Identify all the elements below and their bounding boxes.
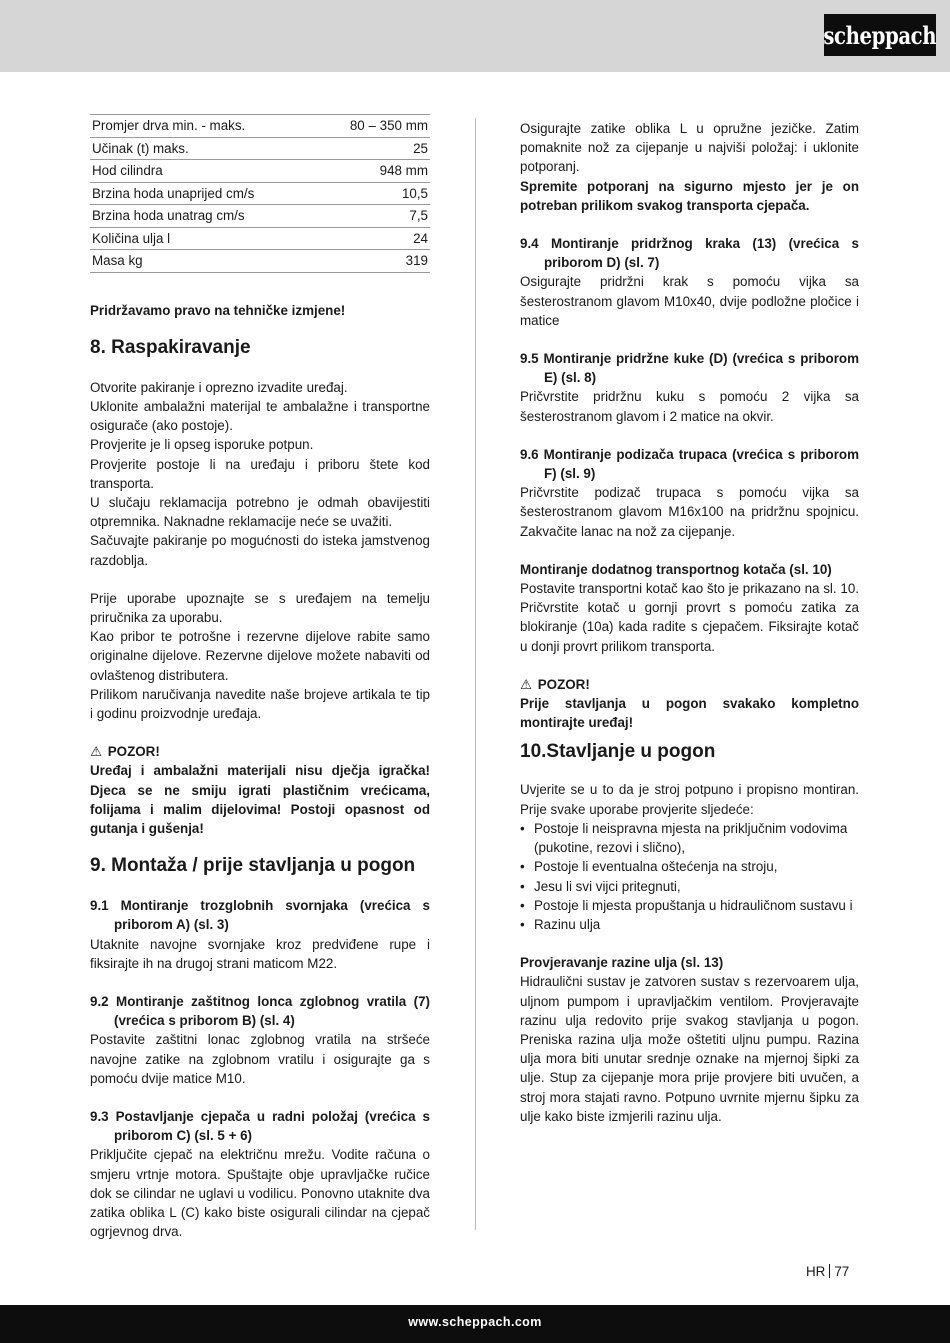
language-code: HR	[806, 1264, 826, 1279]
spec-value: 10,5	[318, 182, 430, 205]
warning-heading	[90, 742, 430, 761]
s91-title: 9.1 Montiranje trozglobnih svornjaka (vrećica s priborom A) (sl. 3)	[90, 898, 430, 933]
spec-label: Brzina hoda unaprijed cm/s	[90, 182, 318, 205]
scheppach-logo	[824, 14, 936, 56]
s91-text: Utaknite navojne svornjake kroz predviđene rupe i fiksirajte ih na drugoj strani maticom M22.	[90, 936, 430, 971]
s96-text: Pričvrstite podizač trupaca s pomoću vijka sa šesterostranom glavom M16x100 na pridržnu spojnicu. Zakvačite lanac na nož za cijepanje.	[520, 485, 859, 539]
list-item: • Razinu ulja	[520, 915, 859, 934]
table-row	[90, 205, 430, 228]
table-row	[90, 115, 430, 138]
table-row	[90, 227, 430, 250]
s8-p1: Otvorite pakiranje i oprezno izvadite uređaj.	[90, 379, 348, 395]
warning-heading-right	[520, 675, 859, 694]
spec-value: 948 mm	[318, 160, 430, 183]
s8-p5: U slučaju reklamacija potrebno je odmah obavijestiti otpremnika. Naknadne reklamacije neće se uvažiti.	[90, 494, 430, 530]
warning-text-right: Prije stavljanja u pogon svakako kompletno montirajte uređaj!	[520, 696, 859, 731]
warning-icon: ⚠	[90, 744, 103, 760]
section-10-label: Stavljanje u pogon	[546, 741, 716, 763]
s8-p7: Prije uporabe upoznajte se s uređajem na temelju priručnika za uporabu.	[90, 590, 430, 625]
s92-text: Postavite zaštitni lonac zglobnog vratila na stršeće navojne zatike na zglobnom vratilu i osigurajte ga s pomoću dvije matice M10.	[90, 1032, 430, 1086]
check-list	[520, 819, 859, 934]
page-num: 77	[834, 1264, 850, 1279]
oil-title: Provjeravanje razine ulja (sl. 13)	[520, 955, 724, 971]
warning-label: POZOR!	[537, 676, 590, 692]
table-row	[90, 160, 430, 183]
wheel-text: Postavite transportni kotač kao što je prikazano na sl. 10. Pričvrstite kotač u gornji provrt s pomoću zatika za blokiranje (10a) kada radite s cjepačem. Fiksirajte kotač u donji provrt prilikom transporta.	[520, 581, 859, 654]
right-column	[520, 119, 859, 1126]
s8-p3: Provjerite je li opseg isporuke potpun.	[90, 437, 314, 453]
s8-p6: Sačuvajte pakiranje po mogućnosti do isteka jamstvenog razdoblja.	[90, 533, 430, 568]
specs-table	[90, 114, 430, 273]
section-9-title: 9. Montaža / prije stavljanja u pogon	[90, 855, 416, 877]
oil-text: Hidraulični sustav je zatvoren sustav s rezervoarem ulja, uljnom pumpom i upravljačkim ventilom. Provjeravajte razinu ulja redovito prije svakog stavljanja u pogon. Preniska razina ulja može oštetiti uljnu pumpu. Razina ulja mora biti unutar srednje oznake na mjernoj šipki za ulje. Stup za cijepanje mora prije provjere biti uvučen, a stroj mora stajati ravno. Potpuno uvrnite mjernu šipku za ulje kako biste izmjerili razinu ulja.	[520, 974, 859, 1124]
spec-label: Hod cilindra	[90, 160, 318, 183]
spec-label: Brzina hoda unatrag cm/s	[90, 205, 318, 228]
section-10-title	[520, 740, 859, 764]
wheel-title: Montiranje dodatnog transportnog kotača (sl. 10)	[520, 561, 832, 577]
s93-title: 9.3 Postavljanje cjepača u radni položaj (vrećica s priborom C) (sl. 5 + 6)	[90, 1109, 430, 1144]
section-10-number: 10.	[520, 741, 547, 763]
s92-title: 9.2 Montiranje zaštitnog lonca zglobnog vratila (7) (vrećica s priborom B) (sl. 4)	[90, 993, 430, 1029]
page-number	[806, 1264, 849, 1279]
left-column	[90, 114, 430, 1241]
spec-value: 7,5	[318, 205, 430, 228]
header-bar	[0, 0, 950, 72]
section-8-title: 8. Raspakiravanje	[90, 336, 251, 358]
s8-p2: Uklonite ambalažni materijal te ambalažne i transportne osigurače (ako postoje).	[90, 398, 430, 434]
s8-p4: Provjerite postoje li na uređaju i priboru štete kod transporta.	[90, 456, 430, 491]
warning-label: POZOR!	[107, 744, 160, 760]
spec-value: 319	[318, 250, 430, 273]
column-divider	[475, 118, 476, 1230]
spec-label: Masa kg	[90, 250, 318, 273]
footer-bar	[0, 1305, 950, 1343]
s94-title: 9.4 Montiranje pridržnog kraka (13) (vrećica s priborom D) (sl. 7)	[520, 236, 859, 271]
warning-icon: ⚠	[520, 676, 533, 692]
s10-intro: Uvjerite se u to da je stroj potpuno i propisno montiran. Prije svake uporabe provjerite sljedeće:	[520, 782, 859, 817]
s8-p9: Prilikom naručivanja navedite naše brojeve artikala te tip i godinu proizvodnje uređaja.	[90, 686, 430, 721]
list-item: • Postoje li mjesta propuštanja u hidrauličnom sustavu i	[520, 896, 859, 915]
s8-p8: Kao pribor te potrošne i rezervne dijelove rabite samo originalne dijelove. Rezervne dijelove možete nabaviti od ovlaštenog distributera.	[90, 629, 430, 683]
table-row	[90, 250, 430, 273]
s94-text: Osigurajte pridržni krak s pomoću vijka sa šesterostranom glavom M10x40, dvije podložne pločice i matice	[520, 274, 859, 328]
s93-cont: Osigurajte zatike oblika L u opružne jezičke. Zatim pomaknite nož za cijepanje u najviši položaj: i uklonite potporanj.	[520, 121, 859, 175]
s96-title: 9.6 Montiranje podizača trupaca (vrećica s priborom F) (sl. 9)	[520, 446, 859, 482]
page-divider	[829, 1264, 830, 1278]
s93-text: Priključite cjepač na električnu mrežu. Vodite računa o smjeru vrtnje motora. Spuštajte obje upravljačke ručice dok se cilindar ne uglavi u vodilicu. Ponovno utaknite dva zatika oblika L (C) kako biste osigurali cilindar na cjepač ogrjevnog drva.	[90, 1147, 430, 1240]
warning-text: Uređaj i ambalažni materijali nisu dječja igračka! Djeca se ne smiju igrati plastičnim vrećicama, folijama i malim dijelovima! Postoji opasnost od gutanja i gušenja!	[90, 763, 430, 836]
spec-value: 80 – 350 mm	[318, 115, 430, 138]
tech-note: Pridržavamo pravo na tehničke izmjene!	[90, 302, 346, 318]
s95-title: 9.5 Montiranje pridržne kuke (D) (vrećica s priborom E) (sl. 8)	[520, 351, 859, 386]
spec-label: Učinak (t) maks.	[90, 137, 318, 160]
list-item: • Postoje li neispravna mjesta na priključnim vodovima (pukotine, rezovi i slično),	[520, 819, 859, 857]
spec-label: Količina ulja l	[90, 227, 318, 250]
table-row	[90, 137, 430, 160]
spec-value: 25	[318, 137, 430, 160]
spec-label: Promjer drva min. - maks.	[90, 115, 318, 138]
spec-value: 24	[318, 227, 430, 250]
list-item: • Jesu li svi vijci pritegnuti,	[520, 877, 859, 896]
list-item: • Postoje li eventualna oštećenja na stroju,	[520, 857, 859, 876]
s95-text: Pričvrstite pridržnu kuku s pomoću 2 vijka sa šesterostranom glavom i 2 matice na okvir.	[520, 389, 859, 424]
logo-text: scheppach	[823, 20, 937, 50]
footer-url[interactable]: www.scheppach.com	[408, 1315, 542, 1329]
table-row	[90, 182, 430, 205]
s93-bold: Spremite potporanj na sigurno mjesto jer je on potreban prilikom svakog transporta cjepača.	[520, 178, 859, 213]
